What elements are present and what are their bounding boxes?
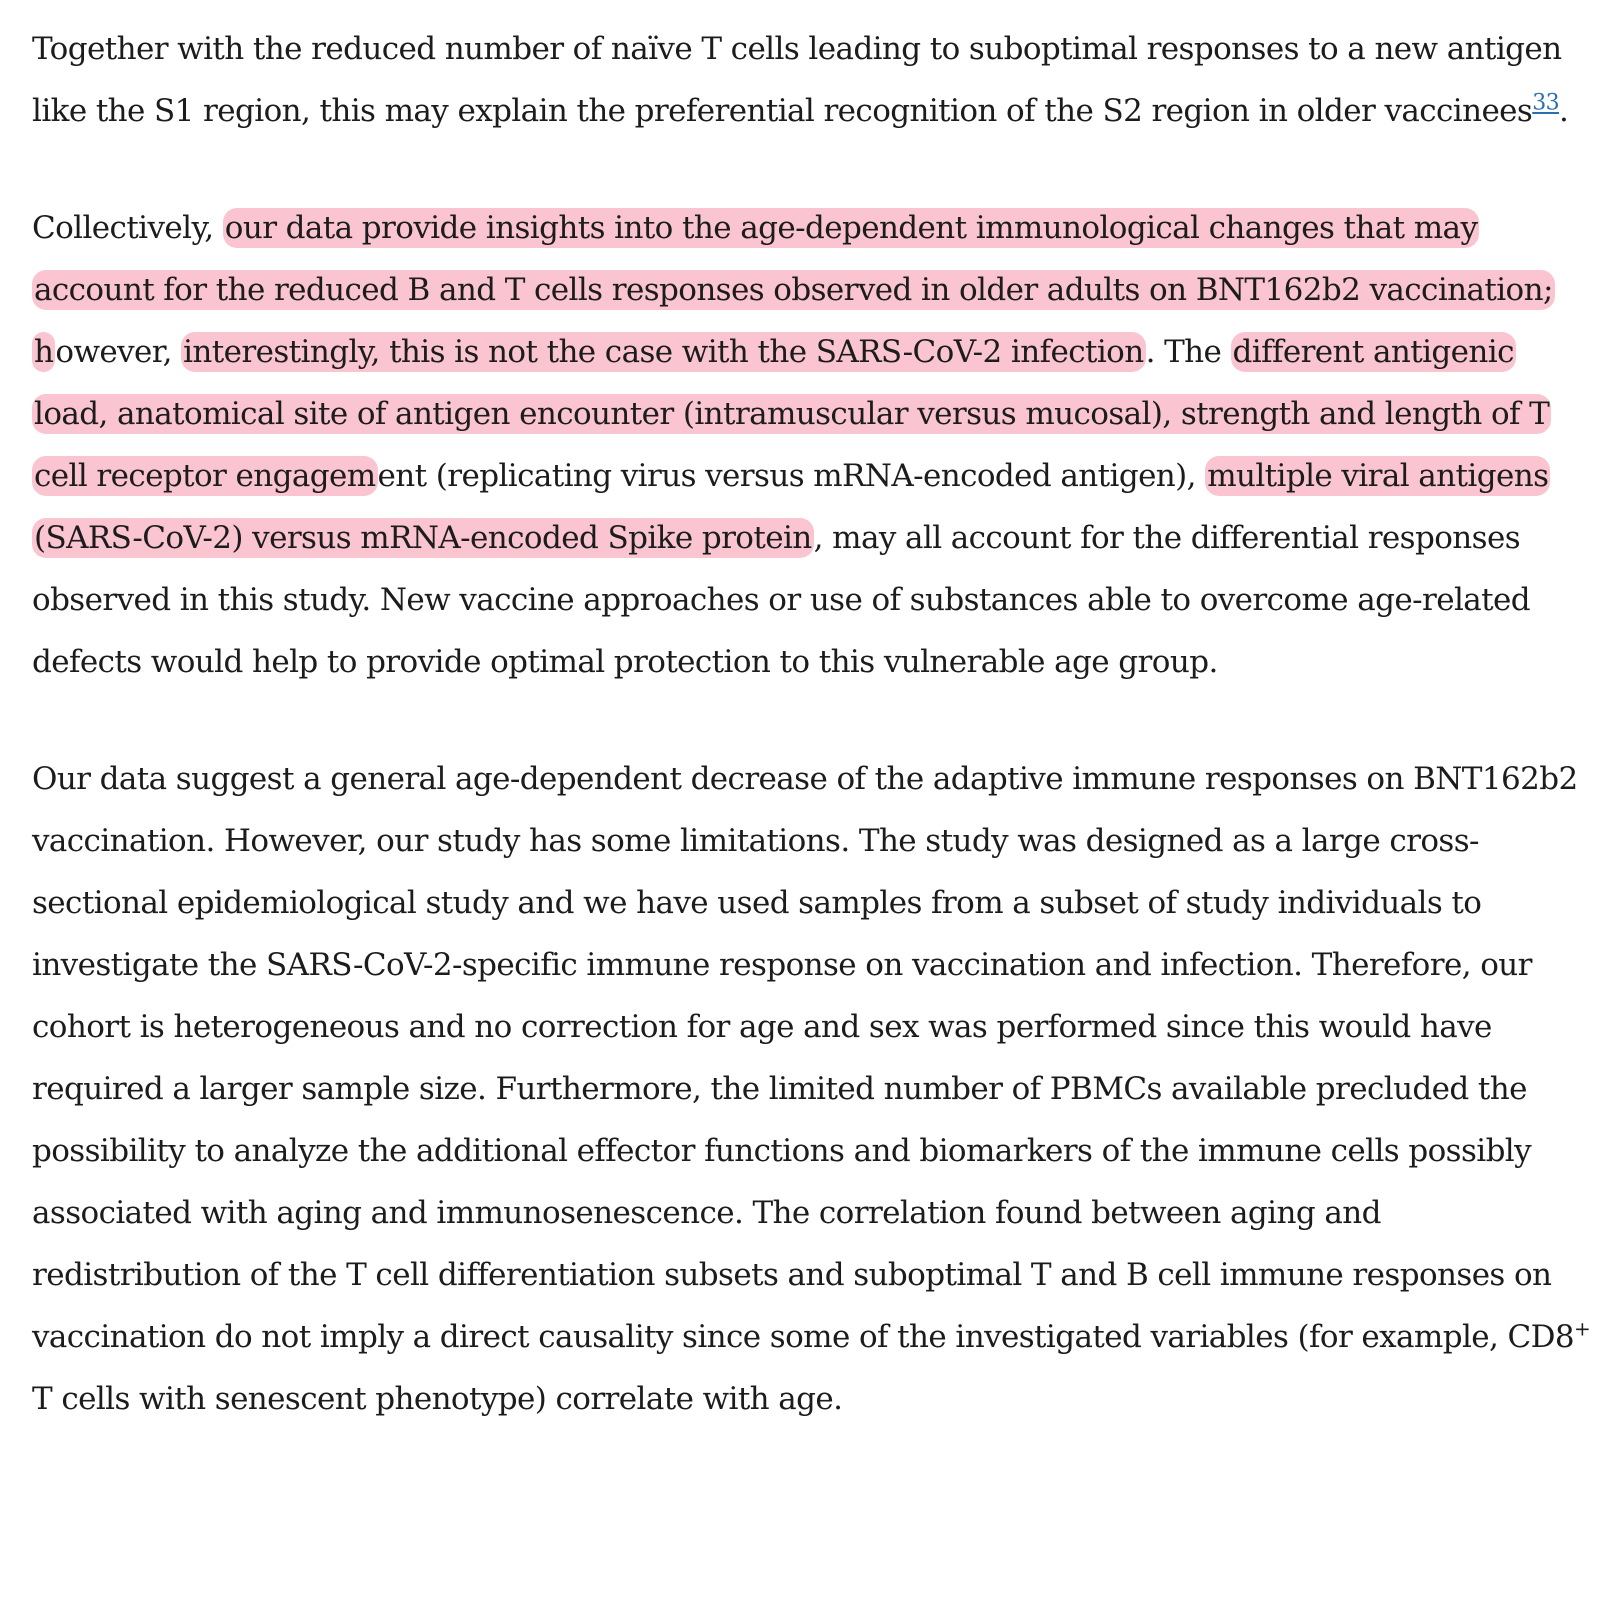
superscript-plus: + [1574, 1316, 1591, 1341]
paragraph-2-text-2: owever, [55, 334, 182, 370]
highlight-age-dependent-changes: our data provide insights into the age-dependent immunological changes that may account for the reduced B and T cells responses observed in older adults on BNT162b2 vaccination; h [34, 210, 1553, 370]
paragraph-1-end: . [1559, 93, 1569, 129]
highlight-antigenic-load: different antigenic load, anatomical site of antigen encounter (intramuscular versus mucosal), strength and length of T cell receptor engagem [34, 334, 1550, 494]
paragraph-3 [32, 748, 1592, 1430]
highlight-multiple-viral-antigens: multiple viral antigens (SARS-CoV-2) versus mRNA-encoded Spike protein [34, 458, 1549, 556]
paragraph-2-text-1: Collectively, [32, 210, 223, 246]
paragraph-3-end: T cells with senescent phenotype) correlate with age. [32, 1381, 843, 1417]
article-body [32, 18, 1592, 1485]
paragraph-2 [32, 197, 1592, 693]
highlight-sars-cov-2-infection: interestingly, this is not the case with the SARS-CoV-2 infection [183, 334, 1144, 370]
reference-link-33[interactable]: 33 [1532, 90, 1560, 116]
paragraph-2-text-3: . The [1145, 334, 1231, 370]
paragraph-2-text-5: , may all account for the differential responses observed in this study. New vaccine approaches or use of substances able to overcome age-related defects would help to provide optimal protection to this vulnerable age group. [32, 520, 1531, 680]
paragraph-2-text-4: ent (replicating virus versus mRNA-encoded antigen), [377, 458, 1206, 494]
paragraph-1-text: Together with the reduced number of naïve T cells leading to suboptimal responses to a new antigen like the S1 region, this may explain the preferential recognition of the S2 region in older vaccinees [32, 31, 1562, 129]
paragraph-3-text: Our data suggest a general age-dependent decrease of the adaptive immune responses on BNT162b2 vaccination. However, our study has some limitations. The study was designed as a large cross-sectional epidemiological study and we have used samples from a subset of study individuals to investigate the SARS-CoV-2-specific immune response on vaccination and infection. Therefore, our cohort is heterogeneous and no correction for age and sex was performed since this would have required a larger sample size. Furthermore, the limited number of PBMCs available precluded the possibility to analyze the additional effector functions and biomarkers of the immune cells possibly associated with aging and immunosenescence. The correlation found between aging and redistribution of the T cell differentiation subsets and suboptimal T and B cell immune responses on vaccination do not imply a direct causality since some of the investigated variables (for example, CD8 [32, 761, 1578, 1355]
paragraph-1 [32, 18, 1592, 142]
